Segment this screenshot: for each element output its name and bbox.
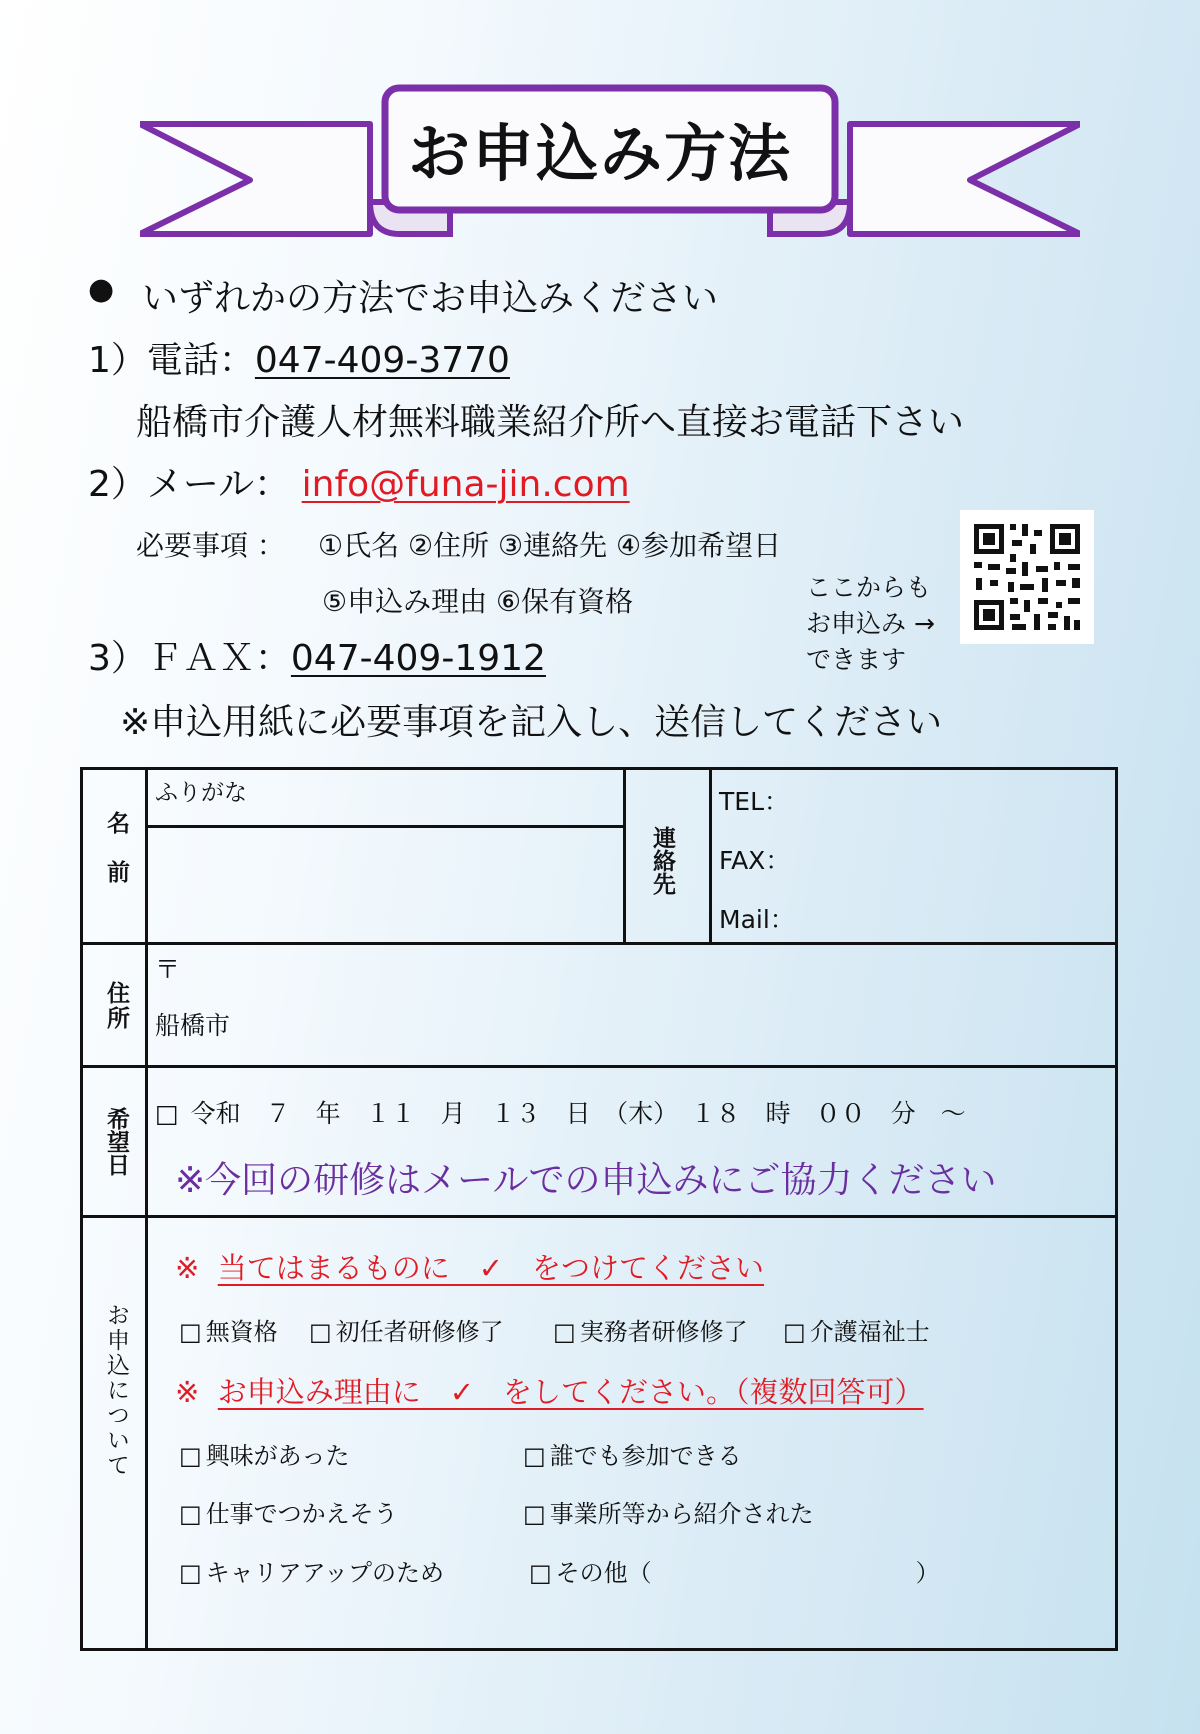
furigana-input[interactable] <box>149 778 621 822</box>
intro-text: いずれかの方法でお申込みください <box>142 278 719 319</box>
qr-note-line1: ここからも <box>806 573 932 602</box>
email-request-note: ※今回の研修はメールでの申込みにご協力ください <box>175 1160 997 1201</box>
application-form <box>80 767 1118 1651</box>
checkbox-reason-interest[interactable]: □ 興味があった <box>179 1436 349 1471</box>
required-items-label: 必要事項 ： <box>136 529 285 562</box>
fax-method <box>88 630 546 681</box>
name-input[interactable] <box>149 830 621 938</box>
phone-label: 1）電話： <box>88 340 255 381</box>
page-title: お申込み方法 <box>407 117 792 190</box>
checkbox-practitioner-training[interactable]: □ 実務者研修修了 <box>553 1312 748 1347</box>
fax-label: 3）ＦＡＸ： <box>88 638 291 679</box>
fax-field[interactable]: FAX： <box>719 846 791 875</box>
about-label: お申込について <box>103 1302 129 1478</box>
phone-method <box>88 332 510 383</box>
required-items-line2: ⑤申込み理由 ⑥保有資格 <box>322 585 634 618</box>
tel-field[interactable]: TEL： <box>719 787 789 816</box>
checkbox-reason-career[interactable]: □ キャリアアップのため <box>179 1553 444 1588</box>
reason-instruction <box>175 1370 924 1411</box>
phone-number-link[interactable]: 047-409-3770 <box>254 340 510 381</box>
email-label: 2）メール： <box>88 464 291 505</box>
reason-instruction-text: お申込み理由に ✓ をしてください。（複数回答可） <box>217 1375 924 1409</box>
checkbox-care-worker[interactable]: □ 介護福祉士 <box>783 1312 930 1347</box>
fax-note: ※申込用紙に必要事項を記入し、送信してください <box>120 702 943 743</box>
email-link[interactable]: info@funa-jin.com <box>301 464 630 505</box>
checkbox-reason-referral[interactable]: □ 事業所等から紹介された <box>523 1494 814 1529</box>
date-label: 希望日 <box>103 1106 129 1176</box>
qr-note-line2: お申込み → <box>806 609 935 638</box>
qr-note <box>806 570 935 678</box>
checkbox-reason-anyone[interactable]: □ 誰でも参加できる <box>523 1436 742 1471</box>
checkbox-initial-training[interactable]: □ 初任者研修修了 <box>309 1312 504 1347</box>
qualification-instruction-text: 当てはまるものに ✓ をつけてください <box>217 1251 765 1285</box>
postal-mark: 〒 <box>155 955 181 984</box>
checkbox-reason-work[interactable]: □ 仕事でつかえそう <box>179 1494 398 1529</box>
qr-code-icon[interactable] <box>960 510 1094 644</box>
fax-number: 047-409-1912 <box>290 638 546 679</box>
address-label: 住所 <box>103 981 129 1031</box>
checkbox-reason-other[interactable]: □ その他（ ） <box>529 1553 940 1588</box>
note-mark: ※ <box>175 1375 200 1409</box>
qualification-instruction <box>175 1246 764 1287</box>
mail-field[interactable]: Mail： <box>719 905 795 934</box>
furigana-label: ふりがな <box>155 780 247 806</box>
phone-note: 船橋市介護人材無料職業紹介所へ直接お電話下さい <box>136 402 965 443</box>
qr-note-line3: できます <box>806 645 907 674</box>
date-checkbox-line[interactable]: □ 令和 ７ 年 １１ 月 １３ 日 （木） １８ 時 ００ 分 ～ <box>155 1099 966 1128</box>
required-items-line1: ①氏名 ②住所 ③連絡先 ④参加希望日 <box>318 529 782 562</box>
contact-label: 連絡先 <box>649 825 675 895</box>
note-mark: ※ <box>175 1251 200 1285</box>
checkbox-no-qualification[interactable]: □ 無資格 <box>179 1312 278 1347</box>
email-method <box>88 456 630 507</box>
name-label: 名前 <box>103 811 129 909</box>
address-field[interactable]: 船橋市 <box>155 1011 231 1040</box>
bullet-icon: ● <box>88 272 115 307</box>
